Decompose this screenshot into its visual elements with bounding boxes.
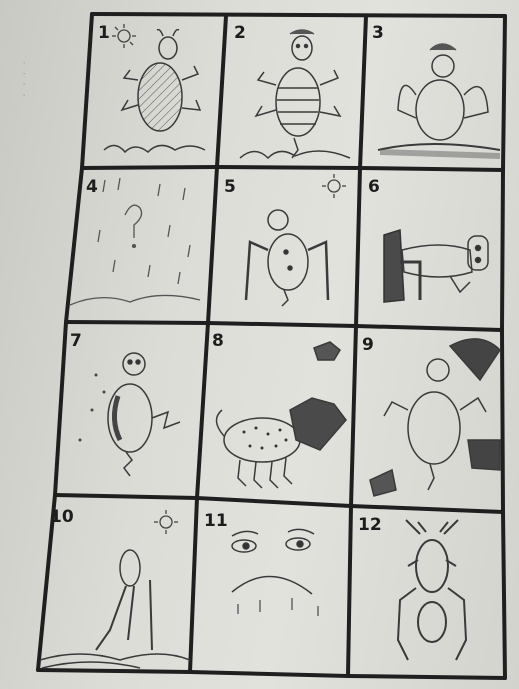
panel-6-number: 6 — [368, 177, 380, 197]
panel-11-number: 11 — [204, 511, 228, 531]
margin-scribble: · · · · — [18, 60, 28, 98]
bug-drawing — [378, 44, 500, 156]
panel-2-number: 2 — [234, 23, 246, 43]
panel-4-number: 4 — [86, 177, 98, 197]
panel-5-number: 5 — [224, 177, 236, 197]
panel-6 — [368, 177, 488, 302]
panel-3-number: 3 — [372, 23, 384, 43]
bug-drawing — [79, 353, 181, 476]
bug-drawing — [398, 520, 466, 660]
bug-drawing — [370, 339, 500, 496]
face-drawing — [232, 529, 318, 616]
panel-10 — [40, 507, 190, 668]
panel-8 — [212, 331, 346, 488]
panel-11 — [204, 511, 318, 616]
grid-lines — [38, 14, 505, 678]
bug-drawing — [216, 342, 346, 488]
bug-drawing — [240, 30, 350, 158]
panel-10-number: 10 — [50, 507, 74, 527]
sun-icon — [112, 24, 136, 48]
bug-drawing — [104, 30, 205, 152]
panel-1-number: 1 — [98, 23, 110, 43]
bug-drawing — [40, 550, 190, 668]
panel-4 — [70, 177, 200, 305]
panel-3 — [372, 23, 500, 156]
panel-8-number: 8 — [212, 331, 224, 351]
bug-drawing — [246, 210, 328, 306]
sun-icon — [322, 174, 346, 198]
rain-drawing — [70, 178, 200, 305]
bug-drawing — [384, 230, 488, 302]
panel-9 — [362, 335, 500, 496]
panel-12 — [358, 515, 466, 660]
panel-9-number: 9 — [362, 335, 374, 355]
panel-2 — [234, 23, 350, 158]
panel-1 — [98, 23, 205, 152]
sun-icon — [154, 510, 178, 534]
panel-12-number: 12 — [358, 515, 382, 535]
panel-5 — [224, 174, 346, 306]
panel-7 — [70, 331, 180, 476]
panel-7-number: 7 — [70, 331, 82, 351]
